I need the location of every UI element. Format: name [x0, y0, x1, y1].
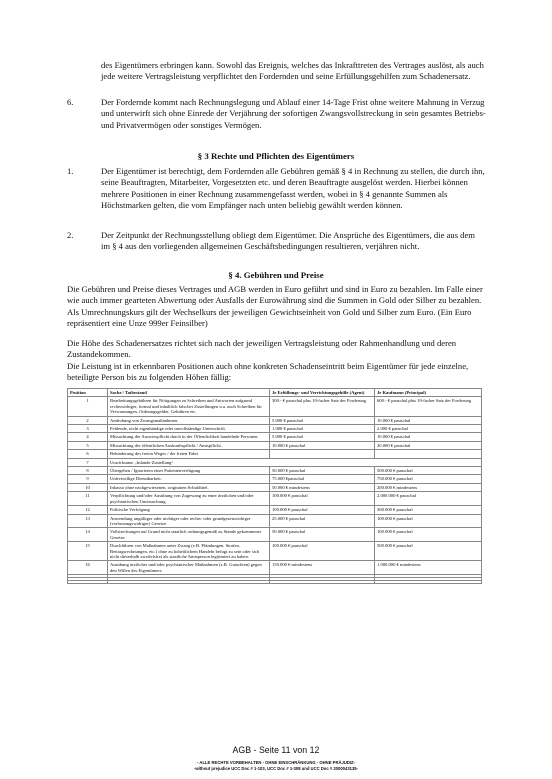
clause-6-text: Der Fordernde kommt nach Rechnungslegung und Ablauf einer 14-Tage Frist ohne weitere Mahnung in Verzug und unterwirft sich ohne Einrede der Verjährung der sofortigen Zwangsvollstreckung in sein gesamtes Betriebs- und Privatvermögen oder sonstiges Vermögen.: [101, 97, 486, 130]
cell: 1.000.000 € mindestens: [375, 561, 482, 575]
section-3-item-1-number: 1.: [67, 166, 74, 176]
section-4-heading: § 4. Gebühren und Preise: [228, 270, 324, 280]
cell: 100.000 € pauschal: [375, 528, 482, 542]
table-row: [68, 433, 482, 441]
cell: Vollstreckungen auf Grund nicht staatlich ordnungsgemäß zu Stande gekommener Gesetze.: [108, 528, 270, 542]
cell: [375, 450, 482, 458]
cell: 20.000 € pauschal: [375, 441, 482, 449]
cell: 100.000 € pauschal: [270, 542, 375, 561]
table-row: [68, 475, 482, 483]
cell: 13: [68, 514, 108, 528]
cell: 500.000 € pauschal: [375, 542, 482, 561]
cell: [270, 581, 375, 584]
section-3-item-2-text: Der Zeitpunkt der Rechnungsstellung obliegt dem Eigentümer. Die Ansprüche des Eigentümers, die aus dem im § 4 aus den vorliegenden allgemeinen Geschäftsbedingungen resultieren, verjähren nicht.: [101, 230, 475, 252]
table-row: [68, 528, 482, 542]
cell: Durchführen von Maßnahmen unter Zwang (z.B. Pfändungen, Strafen, Beitragsrechnungen, etc.) ohne zu hoheitlichem Handeln befugt zu sein oder sich nicht dieserhalb zweifelsfrei als staatliche Amtsperson legitimiert zu haben.: [108, 542, 270, 561]
cell: 75.000 €pauschal: [270, 475, 375, 483]
cell: 750.000 € pauschal: [375, 475, 482, 483]
cell: 5.000 € pauschal: [270, 433, 375, 441]
cell: 150.000 € mindestens: [270, 561, 375, 575]
header-sache: Sache / Tatbestand: [108, 389, 270, 397]
cell: 15: [68, 542, 108, 561]
table-row: [68, 441, 482, 449]
table-row: [68, 542, 482, 561]
table-row: [68, 450, 482, 458]
cell: 500.000 € pauschal: [375, 467, 482, 475]
cell: 200.000 € mindestens: [375, 483, 482, 491]
cell: 5.000 € pauschal: [270, 416, 375, 424]
cell: 8: [68, 467, 108, 475]
cell: Verpflichtung und/oder Ausübung von Zugewang zu einer ärztlichen und/oder psychiatrischen Untersuchung.: [108, 492, 270, 506]
cell: 1.000 € pauschal: [270, 425, 375, 433]
table-header-row: [68, 389, 482, 397]
cell: Ausübung ärztlicher und/oder psychiatrischer Maßnahmen (z.B. Gutachten) gegen den Willen des Eigentümers: [108, 561, 270, 575]
footer-ucc-line: -without prejudice UCC Doc # 1-103, UCC Doc # 1-308 und UCC Doc # 2000043135-: [193, 766, 359, 771]
cell: 4: [68, 433, 108, 441]
cell: [108, 581, 270, 584]
table-row: [68, 458, 482, 466]
cell: 3: [68, 425, 108, 433]
table-row: [68, 506, 482, 514]
table-row: [68, 561, 482, 575]
cell: Bearbeitungsgebühren für Nötigungen zu Schreiben und Antworten aufgrund rechtswidriger, formal und inhaltlich falscher Zustellungen u.a. auch Schreiben für Verwarnungen, Ordnungsgelder, Gebühren etc.: [108, 397, 270, 416]
cell: Fehlende, nicht eigenhändige oder unvollständige Unterschrift.: [108, 425, 270, 433]
section-3-item-1-text: Der Eigentümer ist berechtigt, dem Fordernden alle Gebühren gemäß § 4 in Rechnung zu stellen, die durch ihn, seine Beauftragten, Mitarbeiter, Vorgesetzten etc. und deren Beauftragte ausgelöst werden. Hierbei können mehrere Positionen in einer Rechnung zusammengefasst werden, wobei in § 4 genannte Summen als Höchstmarken gelten, die vom Empfänger nach unten beliebig gewählt werden können.: [101, 166, 485, 211]
table-row: [68, 425, 482, 433]
clause-6-number: 6.: [67, 97, 74, 107]
table-row: [68, 416, 482, 424]
cell: 10.000 € pauschal: [375, 416, 482, 424]
cell: 300.- € pauschal plus 10-facher Satz der Forderung: [270, 397, 375, 416]
table-row: [68, 467, 482, 475]
cell: 14: [68, 528, 108, 542]
table-row: [68, 514, 482, 528]
clause-5-continuation: des Eigentümers erbringen kann. Sowohl das Ereignis, welches das Inkrafttreten des Vertrages auslöst, als auch jede weitere Vertragsleistung verpflichtet den Fordernden und seine Erfüllungsgehilfen zum Schadenersatz.: [101, 60, 484, 82]
table-row: [68, 492, 482, 506]
cell: 600.- € pauschal plus 10-facher Satz der Forderung: [375, 397, 482, 416]
cell: Unfreiwillige Dienstbarkeit.: [108, 475, 270, 483]
section-4-paragraph-3: Die Leistung ist in erkennbaren Positionen auch ohne konkreten Schadenseintritt beim Eigentümer für jede einzelne, beteiligte Person bis zu folgenden Höhen fällig:: [67, 361, 469, 383]
cell: 50.000 € pauschal: [270, 528, 375, 542]
cell: Missachtung der öffentlichen Auskunftspflicht / Amtspflicht.: [108, 441, 270, 449]
cell: 6: [68, 450, 108, 458]
cell: 100.000 € pauschal: [270, 492, 375, 506]
cell: Inkasso ohne nachgewiesenen, originären Schuldtitel.: [108, 483, 270, 491]
cell: 100.000 € pauschal: [270, 506, 375, 514]
cell: Übergehen / Ignorieren einer Patientenverfügung: [108, 467, 270, 475]
page-footer-title: AGB - Seite 11 von 12: [232, 745, 320, 755]
cell: Androhung von Zwangsmaßnahmen.: [108, 416, 270, 424]
section-3-heading: § 3 Rechte und Pflichten des Eigentümers: [197, 151, 355, 161]
damage-fee-table: [67, 388, 482, 584]
cell: 1: [68, 397, 108, 416]
section-4-paragraph-1: Die Gebühren und Preise dieses Vertrages und AGB werden in Euro geführt und sind in Euro zu bezahlen. Im Falle einer wie auch immer gearteten Abwertung oder Ausfalls der Eurowährung sind die Summen in Gold oder Silber zu bezahlen. Als Umrechnungskurs gilt der Wechselkurs der jeweiligen Gewichtseinheit von Gold und Silber zum Euro. (Ein Euro repräsentiert eine Unze 999er Feinsilber): [67, 284, 483, 329]
cell: 100.000 € pauschal: [375, 514, 482, 528]
cell: 50.000 € pauschal: [270, 467, 375, 475]
cell: 50.000 € mindestens: [270, 483, 375, 491]
cell: 2.000 € pauschal: [375, 425, 482, 433]
cell: Missachtung der Auswiespflicht durch in der Öffentlichkeit handelnde Personen.: [108, 433, 270, 441]
table-row: [68, 483, 482, 491]
header-agent: Je Erfüllungs- und Verrichtungsgehilfe (Agent): [270, 389, 375, 397]
cell: [375, 581, 482, 584]
cell: 9: [68, 475, 108, 483]
cell: Behinderung des freien Weges / der freien Fahrt: [108, 450, 270, 458]
cell: 12: [68, 506, 108, 514]
table-row: [68, 581, 482, 584]
section-3-item-2-number: 2.: [67, 230, 74, 240]
cell: 2: [68, 416, 108, 424]
header-position: Position: [68, 389, 108, 397]
cell: Unwirksame „Inlands-Zustellung“: [108, 458, 482, 466]
cell: Anwendung ungültiger oder nichtiger oder rechts- oder grundgesetzwidriger (verfassungswidriger) Gesetze.: [108, 514, 270, 528]
cell: 10.000 € pauschal: [270, 441, 375, 449]
cell: 25.000 € pauschal: [270, 514, 375, 528]
cell: 2.000.000 € pauschal: [375, 492, 482, 506]
cell: [68, 581, 108, 584]
cell: 10: [68, 483, 108, 491]
cell: 11: [68, 492, 108, 506]
cell: 10.000 € pauschal: [375, 433, 482, 441]
table-row: [68, 397, 482, 416]
cell: 5: [68, 441, 108, 449]
cell: 16: [68, 561, 108, 575]
cell: 300.000 € pauschal: [375, 506, 482, 514]
cell: [270, 450, 375, 458]
section-4-paragraph-2: Die Höhe des Schadenersatzes richtet sich nach der jeweiligen Vertragsleistung oder Rahmenhandlung und deren Zustandekommen.: [67, 338, 457, 360]
header-principal: Je Kaufmann (Principal): [375, 389, 482, 397]
cell: 7: [68, 458, 108, 466]
footer-rights-line: - ALLE RECHTE VORBEHALTEN - OHNE EINSCHRÄNKUNG - OHNE PRÄJUDIZ-: [197, 760, 355, 765]
cell: Politische Verfolgung: [108, 506, 270, 514]
